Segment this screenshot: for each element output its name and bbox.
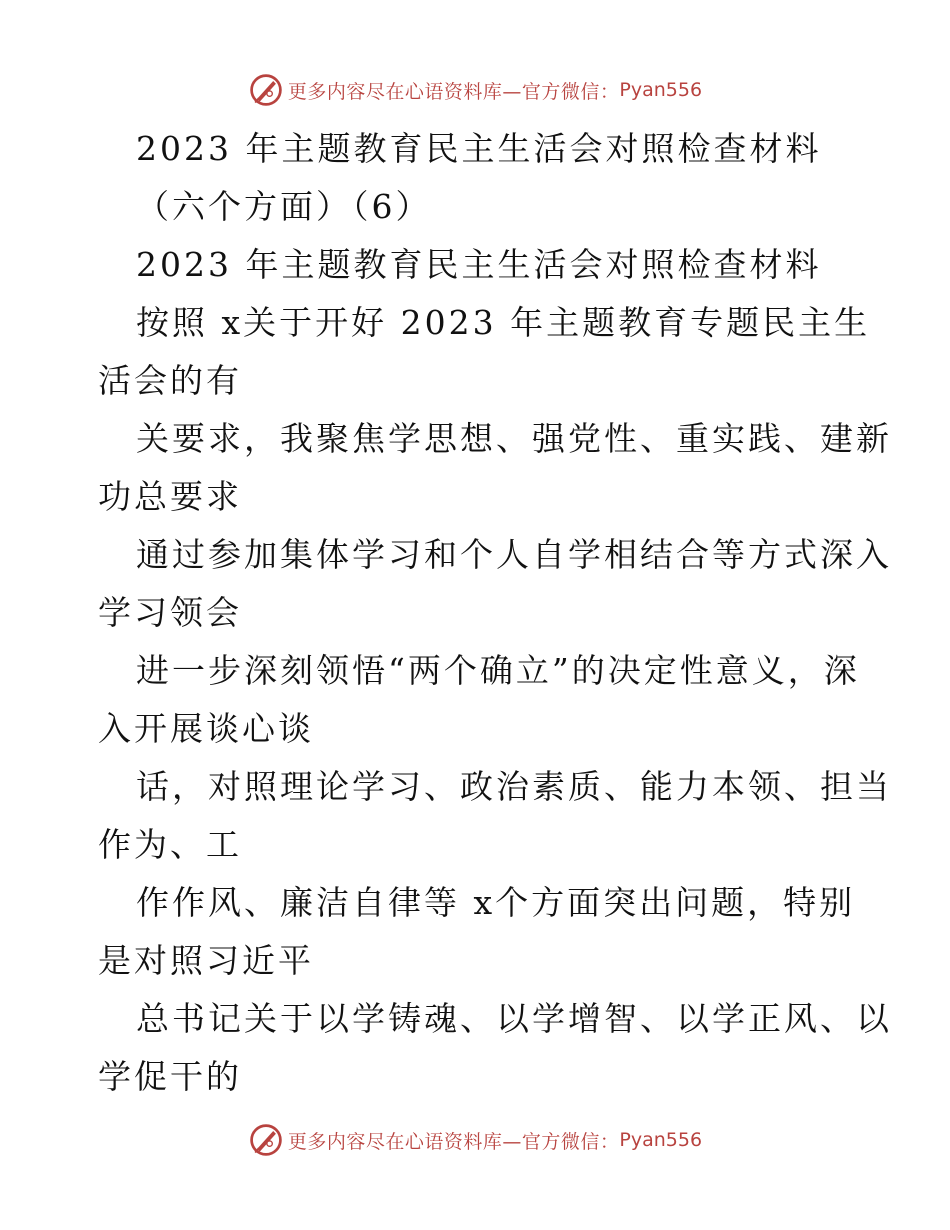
text-line: 话，对照理论学习、政治素质、能力本领、担当	[136, 767, 892, 806]
text-line: 关要求，我聚焦学思想、强党性、重实践、建新	[136, 419, 892, 458]
text-line: 功总要求	[98, 477, 242, 516]
text-line: 学习领会	[98, 593, 242, 632]
quill-pen-logo-icon	[248, 1122, 284, 1158]
text-line: 作为、工	[98, 825, 242, 864]
document-body	[98, 120, 892, 1106]
text-line: 入开展谈心谈	[98, 709, 314, 748]
text-line: 按照 x关于开好 2023 年主题教育专题民主生	[136, 303, 871, 342]
text-line: 活会的有	[98, 361, 242, 400]
watermark-wechat-id: Pyan556	[619, 1129, 703, 1151]
text-line: 2023 年主题教育民主生活会对照检查材料	[136, 245, 822, 284]
text-line: （六个方面）（6）	[136, 187, 432, 226]
text-line: 作作风、廉洁自律等 x个方面突出问题，特别	[136, 883, 856, 922]
watermark-header	[0, 68, 950, 112]
text-line: 学促干的	[98, 1057, 242, 1096]
watermark-text: 更多内容尽在心语资料库—官方微信：	[287, 80, 620, 103]
watermark-text: 更多内容尽在心语资料库—官方微信：	[287, 1130, 620, 1153]
text-line: 进一步深刻领悟“两个确立”的决定性意义，深	[136, 651, 860, 690]
text-line: 2023 年主题教育民主生活会对照检查材料	[136, 129, 822, 168]
watermark-footer	[0, 1118, 950, 1162]
text-line: 总书记关于以学铸魂、以学增智、以学正风、以	[136, 999, 892, 1038]
text-line: 是对照习近平	[98, 941, 314, 980]
quill-pen-logo-icon	[248, 72, 284, 108]
watermark-wechat-id: Pyan556	[619, 79, 703, 101]
text-line: 通过参加集体学习和个人自学相结合等方式深入	[136, 535, 892, 574]
